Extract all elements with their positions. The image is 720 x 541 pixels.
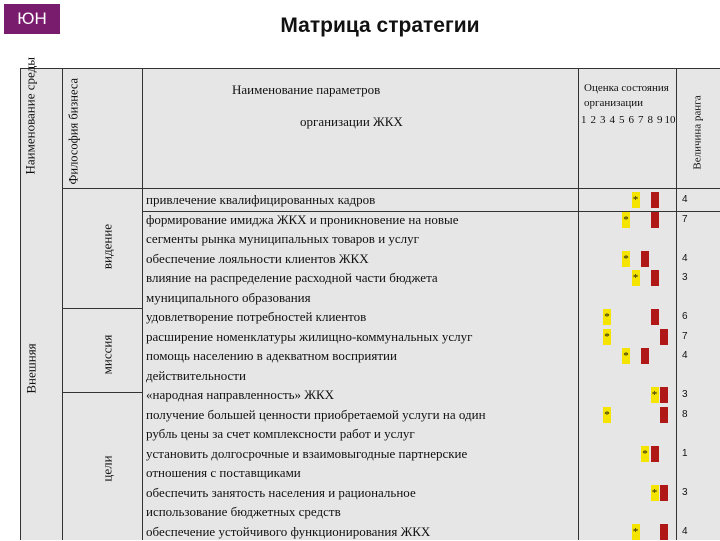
rank-value: 4 [682,253,688,264]
rank-value: 3 [682,487,688,498]
rank-value: 3 [682,389,688,400]
grid-line [62,308,142,309]
star-marker: * [632,192,640,208]
rank-value: 4 [682,526,688,537]
star-marker: * [651,485,659,501]
grid-line [62,392,142,393]
parameter-text: «народная направленность» ЖКХ [146,385,334,405]
rank-value: 4 [682,194,688,205]
grid-line [578,68,579,540]
scale-value: 6 [627,114,637,126]
parameter-row [146,522,430,541]
star-marker: * [641,446,649,462]
parameter-text: сегменты рынка муниципальных товаров и услуг [146,229,459,249]
rank-value: 3 [682,272,688,283]
assessment-subheader: организации [584,97,643,109]
scale-value: 7 [636,114,646,126]
parameter-row [146,210,459,249]
star-marker: * [651,387,659,403]
scale-value: 8 [646,114,656,126]
target-assessment-mark [641,348,649,364]
parameter-row [146,405,486,444]
target-assessment-mark [651,212,659,228]
rank-value: 8 [682,409,688,420]
assessment-scale [579,114,674,126]
scale-value: 2 [589,114,599,126]
rank-value: 7 [682,331,688,342]
assessment-header: Оценка состояния [584,82,669,94]
goals-label: цели [101,449,114,489]
rank-value: 7 [682,214,688,225]
target-assessment-mark [660,485,668,501]
star-marker: * [603,407,611,423]
scale-value: 1 [579,114,589,126]
parameter-row [146,268,438,307]
star-marker: * [632,270,640,286]
parameter-text: обеспечить занятость населения и рациональное [146,483,416,503]
rank-value: 1 [682,448,688,459]
target-assessment-mark [660,329,668,345]
grid-line [20,68,720,69]
grid-line [62,188,720,189]
star-marker: * [632,524,640,540]
scale-value: 5 [617,114,627,126]
target-assessment-mark [651,270,659,286]
scale-value: 4 [608,114,618,126]
parameter-text: отношения с поставщиками [146,463,467,483]
parameter-row [146,385,334,405]
star-marker: * [622,251,630,267]
target-assessment-mark [651,446,659,462]
outer-label: Внешняя [25,334,38,404]
parameter-text: обеспечение лояльности клиентов ЖКХ [146,249,369,269]
parameter-text: муниципального образования [146,288,438,308]
scale-value: 3 [598,114,608,126]
parameter-row [146,444,467,483]
parameter-text: привлечение квалифицированных кадров [146,190,375,210]
target-assessment-mark [651,192,659,208]
philosophy-label: Философия бизнеса [68,105,81,185]
target-assessment-mark [641,251,649,267]
star-marker: * [603,309,611,325]
parameter-text: действительности [146,366,397,386]
grid-line [20,68,21,540]
parameter-row [146,483,416,522]
weight-header: Величина ранга [692,85,705,181]
target-assessment-mark [660,407,668,423]
star-marker: * [622,212,630,228]
parameter-text: удовлетворение потребностей клиентов [146,307,366,327]
grid-line [142,68,143,540]
target-assessment-mark [660,387,668,403]
scale-value: 10 [665,114,675,126]
parameter-text: обеспечение устойчивого функционирования ЖКХ [146,522,430,541]
parameter-text: рубль цены за счет комплексности работ и услуг [146,424,486,444]
scale-value: 9 [655,114,665,126]
parameter-text: установить долгосрочные и взаимовыгодные партнерские [146,444,467,464]
vision-label: видение [101,222,114,272]
parameters-subheader: организации ЖКХ [300,114,403,130]
target-assessment-mark [651,309,659,325]
parameter-text: помощь населению в адекватном восприятии [146,346,397,366]
grid-line [62,68,63,540]
parameter-row [146,190,375,210]
parameter-text: формирование имиджа ЖКХ и проникновение на новые [146,210,459,230]
parameter-text: получение большей ценности приобретаемой услуги на один [146,405,486,425]
section-badge: ЮН [4,4,60,34]
star-marker: * [622,348,630,364]
parameter-text: расширение номенклатуры жилищно-коммунальных услуг [146,327,472,347]
parameter-text: влияние на распределение расходной части бюджета [146,268,438,288]
star-marker: * [603,329,611,345]
rank-value: 4 [682,350,688,361]
parameter-row [146,327,472,347]
parameters-header: Наименование параметров [232,82,380,98]
environment-label: Наименование среды [24,75,37,175]
parameter-row [146,249,369,269]
parameter-row [146,346,397,385]
parameter-row [146,307,366,327]
target-assessment-mark [660,524,668,540]
mission-label: миссия [101,330,114,380]
grid-line [676,68,677,540]
page-title: Матрица стратегии [0,14,720,38]
rank-value: 6 [682,311,688,322]
parameter-text: использование бюджетных средств [146,502,416,522]
